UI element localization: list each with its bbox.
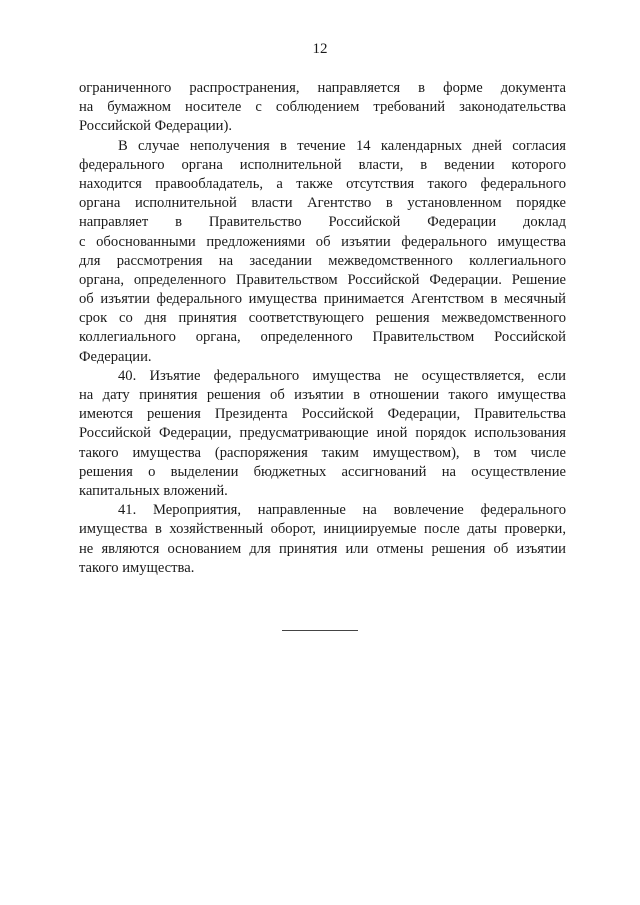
paragraph-first-line: 41. Мероприятия, направленные на вовлечение федерального — [118, 502, 566, 519]
text-line: с обоснованными предложениями об изъятии федерального имущества — [79, 233, 566, 250]
text-line: срок со дня принятия соответствующего решения межведомственного — [79, 310, 566, 327]
end-separator-line — [282, 630, 358, 631]
text-line: имущества в хозяйственный оборот, инициируемые после даты проверки, — [79, 521, 566, 538]
text-line: решения о выделении бюджетных ассигнований на осуществление — [79, 463, 566, 480]
page-number: 12 — [312, 41, 328, 57]
text-line: на дату принятия решения об изъятии в отношении такого имущества — [79, 387, 566, 403]
text-line: коллегиального органа, определенного Правительством Российской — [79, 329, 566, 346]
text-line: направляет в Правительство Российской Федерации доклад — [79, 214, 566, 231]
paragraph-first-line: В случае неполучения в течение 14 календарных дней согласия — [118, 137, 566, 154]
text-line: имеются решения Президента Российской Федерации, Правительства — [79, 406, 566, 423]
text-line: находится правообладатель, а также отсутствия такого федерального — [79, 175, 566, 192]
text-line: Российской Федерации, предусматривающие иной порядок использования — [79, 425, 566, 442]
text-line: ограниченного распространения, направляется в форме документа — [79, 80, 566, 96]
text-line: такого имущества. — [79, 559, 195, 576]
text-line: органа исполнительной власти Агентство в установленном порядке — [79, 195, 566, 212]
text-line: на бумажном носителе с соблюдением требований законодательства — [79, 99, 566, 116]
text-line: Федерации. — [79, 348, 152, 365]
text-line: об изъятии федерального имущества принимается Агентством в месячный — [79, 291, 566, 308]
text-line: Российской Федерации). — [79, 118, 232, 135]
paragraph-first-line: 40. Изъятие федерального имущества не осуществляется, если — [118, 367, 566, 384]
text-line: такого имущества (распоряжения таким имуществом), в том числе — [79, 444, 566, 461]
text-line: органа, определенного Правительством Российской Федерации. Решение — [79, 271, 566, 288]
text-line: капитальных вложений. — [79, 482, 228, 499]
text-line: для рассмотрения на заседании межведомственного коллегиального — [79, 252, 566, 269]
text-line: федерального органа исполнительной власти, в ведении которого — [79, 156, 566, 173]
document-body — [79, 79, 566, 578]
text-line: не являются основанием для принятия или отмены решения об изъятии — [79, 540, 566, 557]
